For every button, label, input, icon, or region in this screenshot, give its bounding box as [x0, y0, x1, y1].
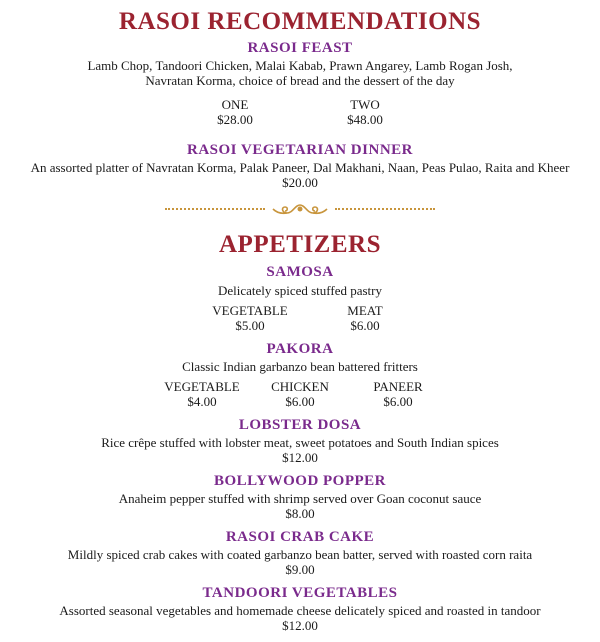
item-description: Assorted seasonal vegetables and homemade cheese delicately spiced and roasted in tandoor [59, 603, 541, 618]
ornamental-flourish-icon [271, 202, 329, 216]
option-price: $6.00 [383, 394, 413, 409]
section-divider [0, 202, 600, 216]
menu-item-bollywood-popper [0, 473, 600, 522]
item-name: PAKORA [266, 341, 334, 357]
price-options [0, 379, 600, 409]
item-description: Anaheim pepper stuffed with shrimp served over Goan coconut sauce [118, 491, 482, 506]
menu-item-lobster-dosa [0, 417, 600, 466]
item-description: An assorted platter of Navratan Korma, Palak Paneer, Dal Makhani, Naan, Peas Pulao, Raita and Kheer [30, 160, 570, 175]
option-label: VEGETABLE [164, 379, 240, 394]
price-option [349, 379, 447, 409]
item-name: BOLLYWOOD POPPER [213, 473, 387, 489]
menu-item-pakora [0, 341, 600, 409]
option-label: CHICKEN [271, 379, 329, 394]
option-price: $48.00 [347, 112, 383, 127]
item-price: $9.00 [285, 562, 315, 577]
item-price: $12.00 [282, 618, 318, 633]
option-label: MEAT [347, 303, 383, 318]
item-description-line-1: Lamb Chop, Tandoori Chicken, Malai Kabab, Prawn Angarey, Lamb Rogan Josh, [87, 58, 513, 73]
item-name: RASOI CRAB CAKE [225, 529, 375, 545]
item-name: SAMOSA [266, 264, 334, 280]
option-label: ONE [221, 97, 249, 112]
option-label: TWO [350, 97, 380, 112]
price-option [185, 303, 315, 333]
item-name: LOBSTER DOSA [238, 417, 362, 433]
price-options [0, 303, 600, 333]
menu-item-rasoi-crab-cake [0, 529, 600, 578]
option-price: $4.00 [187, 394, 217, 409]
item-price: $20.00 [282, 175, 318, 190]
item-name: RASOI VEGETARIAN DINNER [187, 142, 413, 158]
item-description: Classic Indian garbanzo bean battered fritters [182, 359, 418, 374]
price-options [0, 97, 600, 127]
option-label: PANEER [373, 379, 423, 394]
item-price: $12.00 [282, 450, 318, 465]
section-title-appetizers: APPETIZERS [219, 231, 381, 258]
price-option [300, 97, 430, 127]
menu-item-samosa [0, 264, 600, 333]
option-label: VEGETABLE [212, 303, 288, 318]
appetizers-section [0, 231, 600, 259]
item-name: RASOI FEAST [247, 40, 353, 56]
menu-item-vegetarian-dinner [0, 142, 600, 191]
option-price: $6.00 [350, 318, 380, 333]
item-name: TANDOORI VEGETABLES [202, 585, 398, 601]
price-option [315, 303, 415, 333]
option-price: $28.00 [217, 112, 253, 127]
menu-item-tandoori-vegetables [0, 585, 600, 634]
dotted-rule-right [335, 208, 435, 210]
recommendations-section [0, 8, 600, 36]
item-description: Rice crêpe stuffed with lobster meat, sweet potatoes and South Indian spices [101, 435, 499, 450]
menu-item-rasoi-feast [0, 40, 600, 127]
item-price: $8.00 [285, 506, 315, 521]
item-description-line-2: Navratan Korma, choice of bread and the dessert of the day [145, 73, 455, 88]
price-option [170, 97, 300, 127]
option-price: $5.00 [235, 318, 265, 333]
section-title-recommendations: RASOI RECOMMENDATIONS [118, 8, 482, 35]
item-description: Delicately spiced stuffed pastry [217, 283, 382, 298]
option-price: $6.00 [285, 394, 315, 409]
item-description: Mildly spiced crab cakes with coated garbanzo bean batter, served with roasted corn raita [67, 547, 533, 562]
price-option [153, 379, 251, 409]
price-option [251, 379, 349, 409]
dotted-rule-left [165, 208, 265, 210]
